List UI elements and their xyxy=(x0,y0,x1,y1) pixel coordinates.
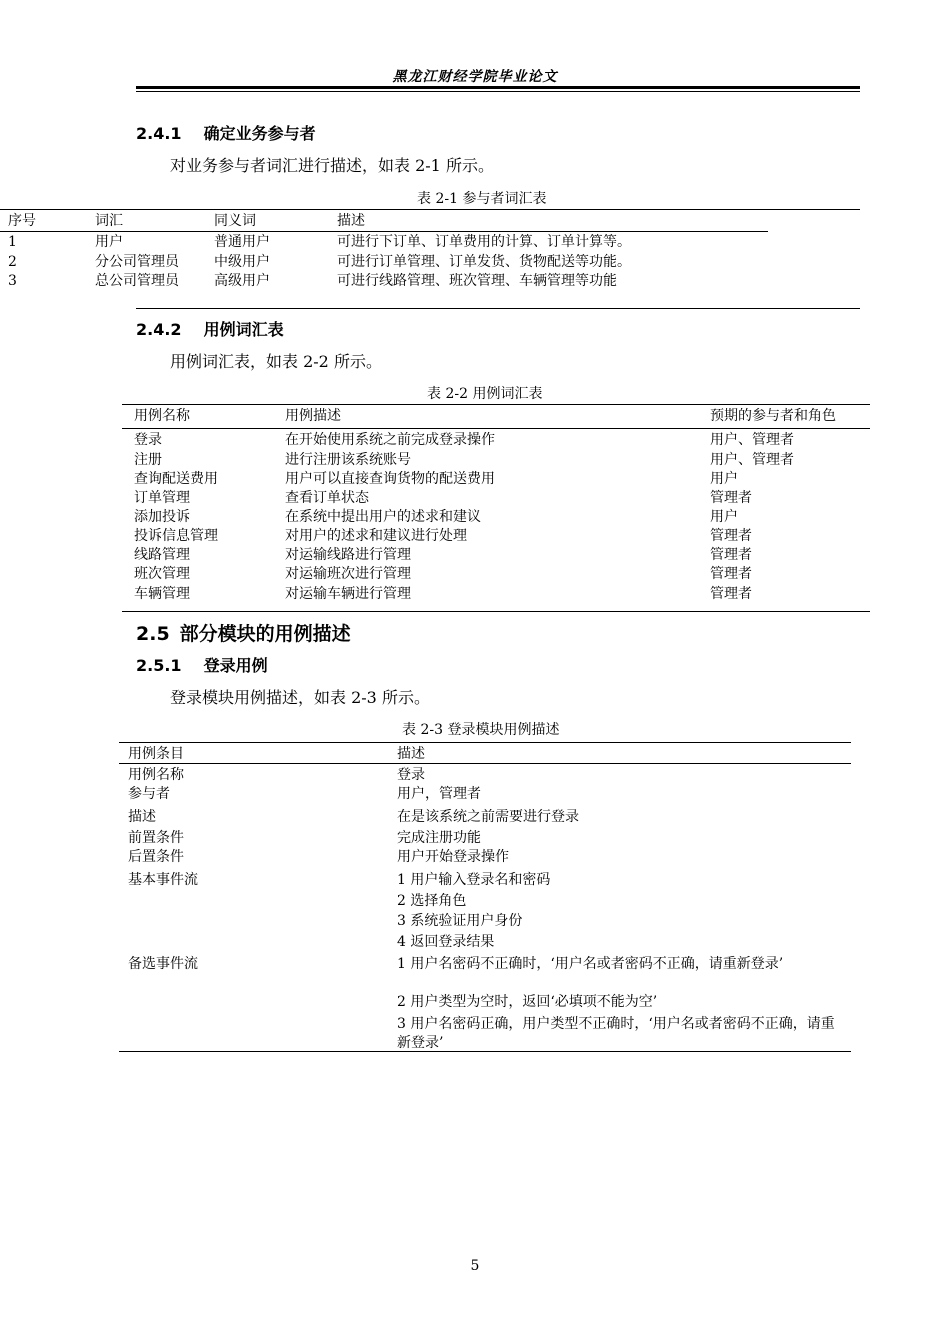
table-2-2-header-cell: 预期的参与者和角色 xyxy=(710,408,836,424)
header-rule-thick xyxy=(136,86,860,89)
table-cell: 1 用户输入登录名和密码 xyxy=(397,872,551,888)
table-cell: 在是该系统之前需要进行登录 xyxy=(397,809,579,825)
table-cell: 基本事件流 xyxy=(128,872,198,888)
table-cell: 管理者 xyxy=(710,528,752,544)
table-2-1-header-cell: 同义词 xyxy=(214,213,256,229)
table-cell: 后置条件 xyxy=(128,849,184,865)
table-cell: 管理者 xyxy=(710,566,752,582)
section-heading-2-4-1 xyxy=(136,121,316,144)
table-2-3-header-cell: 用例条目 xyxy=(128,746,184,762)
table-cell: 用户 xyxy=(95,234,123,250)
table-cell: 对运输班次进行管理 xyxy=(285,566,411,582)
table-2-3-header-rule xyxy=(119,763,851,764)
table-cell: 完成注册功能 xyxy=(397,830,481,846)
table-2-3-bottom-rule xyxy=(119,1051,851,1052)
table-cell: 添加投诉 xyxy=(134,509,190,525)
table-cell: 投诉信息管理 xyxy=(134,528,218,544)
table-cell: 2 用户类型为空时，返回‘必填项不能为空’ xyxy=(397,994,658,1010)
paragraph-2-5-1: 登录模块用例描述，如表 2-3 所示。 xyxy=(170,688,430,707)
table-cell: 可进行订单管理、订单发货、货物配送等功能。 xyxy=(337,254,631,270)
table-cell: 用户 xyxy=(710,509,738,525)
table-cell: 车辆管理 xyxy=(134,586,190,602)
table-cell: 可进行下订单、订单费用的计算、订单计算等。 xyxy=(337,234,631,250)
table-2-2-header-cell: 用例描述 xyxy=(285,408,341,424)
paragraph-2-4-2: 用例词汇表，如表 2-2 所示。 xyxy=(170,352,382,371)
table-cell: 前置条件 xyxy=(128,830,184,846)
table-cell: 管理者 xyxy=(710,586,752,602)
section-title: 部分模块的用例描述 xyxy=(179,623,351,645)
table-cell: 1 用户名密码不正确时，‘用户名或者密码不正确，请重新登录’ xyxy=(397,956,784,972)
table-2-1-header-cell: 序号 xyxy=(8,213,36,229)
table-2-2-top-rule xyxy=(122,404,870,405)
table-cell: 登录 xyxy=(134,432,162,448)
table-cell: 查询配送费用 xyxy=(134,471,218,487)
table-2-1-bottom-rule xyxy=(136,308,860,309)
table-cell: 描述 xyxy=(128,809,156,825)
section-heading-2-5 xyxy=(136,619,351,646)
section-number: 2.4.1 xyxy=(136,124,182,143)
table-cell: 3 xyxy=(8,273,17,289)
table-cell: 用户、管理者 xyxy=(710,432,794,448)
table-cell: 管理者 xyxy=(710,547,752,563)
table-caption-2-3: 表 2-3 登录模块用例描述 xyxy=(402,722,560,738)
table-cell: 总公司管理员 xyxy=(95,273,179,289)
table-cell: 订单管理 xyxy=(134,490,190,506)
table-cell: 班次管理 xyxy=(134,566,190,582)
table-cell: 中级用户 xyxy=(214,254,270,270)
table-cell: 用户、管理者 xyxy=(710,452,794,468)
table-cell: 2 选择角色 xyxy=(397,893,467,909)
table-cell: 4 返回登录结果 xyxy=(397,934,495,950)
table-2-2-header-rule xyxy=(122,428,870,429)
table-cell: 用户，管理者 xyxy=(397,786,481,802)
table-2-1-top-rule xyxy=(0,209,860,210)
table-2-3-top-rule xyxy=(119,742,851,743)
table-cell: 查看订单状态 xyxy=(285,490,369,506)
header-rule-thin xyxy=(136,91,860,92)
table-2-2-header-cell: 用例名称 xyxy=(134,408,190,424)
table-cell: 2 xyxy=(8,254,17,270)
table-cell: 登录 xyxy=(397,767,425,783)
table-cell: 在系统中提出用户的述求和建议 xyxy=(285,509,481,525)
table-cell: 对用户的述求和建议进行处理 xyxy=(285,528,467,544)
table-cell: 进行注册该系统账号 xyxy=(285,452,411,468)
table-cell: 普通用户 xyxy=(214,234,270,250)
table-2-1-header-rule xyxy=(0,231,768,232)
table-cell: 对运输车辆进行管理 xyxy=(285,586,411,602)
page-number: 5 xyxy=(470,1258,480,1274)
table-caption-2-2: 表 2-2 用例词汇表 xyxy=(427,386,543,402)
table-cell: 3 用户名密码正确，用户类型不正确时，‘用户名或者密码不正确，请重新登录’ xyxy=(397,1016,835,1051)
table-cell: 用户 xyxy=(710,471,738,487)
table-caption-2-1: 表 2-1 参与者词汇表 xyxy=(417,191,547,207)
table-cell: 备选事件流 xyxy=(128,956,198,972)
section-title: 用例词汇表 xyxy=(203,320,284,339)
section-number: 2.5 xyxy=(136,623,170,645)
section-heading-2-5-1 xyxy=(136,653,268,676)
table-cell: 参与者 xyxy=(128,786,170,802)
section-title: 登录用例 xyxy=(203,656,268,675)
section-heading-2-4-2 xyxy=(136,317,284,340)
page-header-title: 黑龙江财经学院毕业论文 xyxy=(392,69,558,85)
table-2-3-header-cell: 描述 xyxy=(397,746,425,762)
table-2-2-bottom-rule xyxy=(122,611,870,612)
table-cell: 在开始使用系统之前完成登录操作 xyxy=(285,432,495,448)
table-cell: 线路管理 xyxy=(134,547,190,563)
section-title: 确定业务参与者 xyxy=(203,124,316,143)
table-2-1-header-cell: 词汇 xyxy=(95,213,123,229)
table-cell: 高级用户 xyxy=(214,273,270,289)
section-number: 2.5.1 xyxy=(136,656,182,675)
table-cell: 可进行线路管理、班次管理、车辆管理等功能 xyxy=(337,273,617,289)
paragraph-2-4-1: 对业务参与者词汇进行描述，如表 2-1 所示。 xyxy=(170,156,494,175)
table-cell: 用例名称 xyxy=(128,767,184,783)
table-cell: 1 xyxy=(8,234,17,250)
section-number: 2.4.2 xyxy=(136,320,182,339)
table-2-1-header-cell: 描述 xyxy=(337,213,365,229)
table-cell: 管理者 xyxy=(710,490,752,506)
table-cell: 3 系统验证用户身份 xyxy=(397,913,523,929)
table-cell: 用户开始登录操作 xyxy=(397,849,509,865)
table-cell: 对运输线路进行管理 xyxy=(285,547,411,563)
table-cell: 用户可以直接查询货物的配送费用 xyxy=(285,471,495,487)
table-cell: 注册 xyxy=(134,452,162,468)
table-cell: 分公司管理员 xyxy=(95,254,179,270)
